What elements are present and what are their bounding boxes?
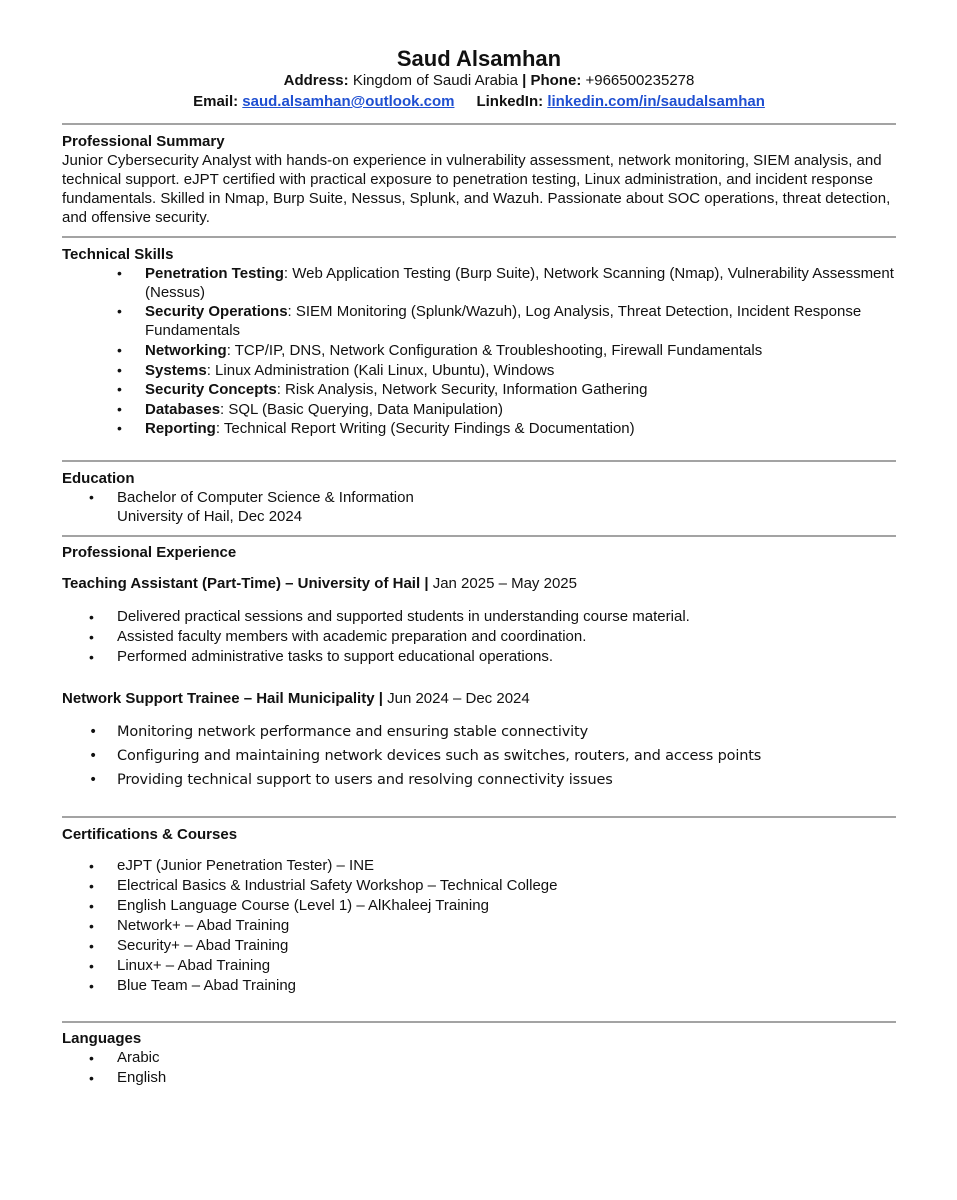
skills-section — [62, 245, 896, 439]
certification-item — [62, 856, 896, 876]
education-list — [62, 488, 896, 526]
certification-item-text: Security+ – Abad Training — [117, 937, 289, 954]
skill-category: Systems — [145, 361, 207, 379]
education-item — [62, 488, 896, 526]
address-value: Kingdom of Saudi Arabia — [348, 72, 523, 89]
job-1-bullets — [62, 607, 896, 667]
separator: | — [378, 690, 383, 707]
languages-list — [62, 1048, 896, 1088]
skill-details: : SQL (Basic Querying, Data Manipulation) — [220, 400, 503, 418]
certification-item-text: Network+ – Abad Training — [117, 917, 290, 934]
school: University of Hail, Dec 2024 — [117, 508, 303, 525]
skill-category: Security Concepts — [145, 381, 277, 398]
certification-item — [62, 916, 896, 936]
language-item — [62, 1048, 896, 1068]
skill-details: : SIEM Monitoring (Splunk/Wazuh), Log Analysis, Threat Detection, Incident Response Fundamentals — [145, 303, 862, 339]
job-bullet-text: Monitoring network performance and ensuring stable connectivity — [117, 724, 588, 740]
experience-section — [62, 543, 896, 788]
divider — [62, 1021, 896, 1023]
job-bullet — [62, 607, 896, 627]
bullet: • — [117, 303, 122, 319]
education-section — [62, 469, 896, 526]
skills-heading: Technical Skills — [62, 246, 174, 263]
bullet: • — [117, 361, 122, 378]
divider — [62, 816, 896, 818]
certification-item-text: Linux+ – Abad Training — [117, 957, 271, 974]
bullet: • — [89, 649, 94, 665]
bullet: • — [117, 420, 122, 436]
bullet: • — [117, 342, 122, 358]
phone-value: +966500235278 — [581, 72, 695, 89]
skill-category: Security Operations — [145, 303, 288, 320]
education-divider — [62, 460, 896, 462]
job-bullet — [62, 744, 896, 768]
bullet: • — [89, 858, 94, 874]
bullet: • — [89, 772, 98, 788]
languages-section — [62, 1029, 896, 1088]
summary-section — [62, 123, 896, 125]
certification-item-text: English Language Course (Level 1) – AlKhaleej Training — [117, 897, 489, 914]
certifications-divider — [62, 816, 896, 818]
certification-item — [62, 876, 896, 896]
linkedin-label: LinkedIn: — [476, 93, 544, 110]
skill-item — [62, 400, 896, 420]
bullet: • — [117, 381, 122, 397]
certification-item — [62, 956, 896, 976]
bullet: • — [89, 629, 94, 645]
certifications-list — [62, 856, 896, 996]
education-heading: Education — [62, 470, 135, 487]
bullet: • — [89, 489, 94, 505]
skill-category: Reporting — [145, 420, 216, 437]
language-item-text: English — [117, 1069, 167, 1086]
certifications-heading: Certifications & Courses — [62, 826, 238, 843]
skill-details: : TCP/IP, DNS, Network Configuration & Troubleshooting, Firewall Fundamentals — [226, 342, 763, 359]
job-2-bullets — [62, 720, 896, 792]
divider — [62, 236, 896, 238]
bullet: • — [117, 265, 122, 281]
job-bullet — [62, 627, 896, 647]
skill-item — [62, 419, 896, 439]
certification-item-text: Blue Team – Abad Training — [117, 977, 297, 994]
job-bullet-text: Performed administrative tasks to support educational operations. — [117, 648, 554, 665]
job-bullet — [62, 768, 896, 792]
skills-list — [62, 264, 896, 439]
bullet: • — [89, 1050, 94, 1066]
skill-category: Penetration Testing — [145, 265, 284, 282]
bullet: • — [89, 609, 94, 625]
certification-item-text: Electrical Basics & Industrial Safety Workshop – Technical College — [117, 877, 558, 894]
email-label: Email: — [193, 93, 239, 110]
bullet: • — [117, 400, 122, 417]
bullet: • — [89, 978, 94, 994]
divider — [62, 123, 896, 125]
certification-item — [62, 976, 896, 996]
email-linkedin-line — [62, 92, 896, 112]
language-item — [62, 1068, 896, 1088]
experience-heading: Professional Experience — [62, 544, 237, 561]
skill-item — [62, 380, 896, 400]
job-bullet-text: Delivered practical sessions and supported students in understanding course material. — [117, 608, 690, 625]
certification-item-text: eJPT (Junior Penetration Tester) – INE — [117, 857, 375, 874]
language-item-text: Arabic — [117, 1049, 160, 1066]
candidate-name: Saud Alsamhan — [396, 46, 562, 71]
job-2 — [62, 689, 896, 792]
job-2-dates: Jun 2024 – Dec 2024 — [382, 690, 530, 707]
skill-details: : Linux Administration (Kali Linux, Ubuntu), Windows — [206, 361, 555, 379]
bullet: • — [89, 1070, 94, 1086]
summary-body — [62, 132, 896, 227]
linkedin-link[interactable]: linkedin.com/in/saudalsamhan — [547, 93, 765, 110]
job-1-title: Teaching Assistant (Part-Time) – University of Hail — [62, 575, 425, 592]
divider — [62, 535, 896, 537]
phone-label: Phone: — [526, 72, 582, 89]
degree: Bachelor of Computer Science & Information — [117, 489, 414, 506]
skill-details: : Technical Report Writing (Security Findings & Documentation) — [215, 420, 635, 437]
bullet: • — [89, 938, 94, 954]
address-phone-line — [62, 71, 906, 91]
summary-heading: Professional Summary — [62, 133, 225, 150]
job-bullet-text: Assisted faculty members with academic preparation and coordination. — [117, 628, 587, 645]
job-bullet-text: Configuring and maintaining network devices such as switches, routers, and access points — [117, 748, 762, 764]
separator: | — [424, 575, 429, 592]
job-2-title: Network Support Trainee – Hail Municipality — [62, 690, 379, 707]
divider — [62, 460, 896, 462]
job-1-header — [62, 574, 896, 593]
job-bullet-text: Providing technical support to users and resolving connectivity issues — [117, 772, 613, 788]
skill-details: : Web Application Testing (Burp Suite), Network Scanning (Nmap), Vulnerability Assessment (Nessus) — [145, 265, 894, 301]
certifications-section — [62, 825, 896, 996]
job-bullet — [62, 647, 896, 667]
skill-item — [62, 361, 896, 381]
summary-text: Junior Cybersecurity Analyst with hands-on experience in vulnerability assessment, network monitoring, SIEM analysis, and technical support. eJPT certified with practical exposure to penetration testing, Linux administration, and incident response fundamentals. Skilled in Nmap, Burp Suite, Nessus, Splunk, and Wazuh. Passionate about SOC operations, threat detection, and offensive security. — [62, 152, 891, 226]
job-2-header — [62, 689, 896, 708]
skill-item — [62, 264, 896, 302]
skill-details: : Risk Analysis, Network Security, Information Gathering — [276, 381, 648, 398]
separator: | — [522, 72, 527, 89]
certification-item — [62, 936, 896, 956]
bullet: • — [89, 748, 98, 764]
bullet: • — [89, 898, 94, 914]
email-link[interactable]: saud.alsamhan@outlook.com — [242, 93, 455, 110]
languages-heading: Languages — [62, 1030, 142, 1047]
bullet: • — [89, 724, 98, 740]
skills-divider — [62, 236, 896, 238]
bullet: • — [89, 958, 94, 974]
job-1 — [62, 574, 896, 667]
languages-divider — [62, 1021, 896, 1023]
bullet: • — [89, 918, 94, 934]
address-label: Address: — [283, 72, 349, 89]
job-bullet — [62, 720, 896, 744]
experience-divider — [62, 535, 896, 537]
certification-item — [62, 896, 896, 916]
skill-category: Networking — [145, 342, 227, 359]
skill-item — [62, 302, 896, 340]
job-1-dates: Jan 2025 – May 2025 — [428, 575, 577, 592]
skill-item — [62, 341, 896, 361]
bullet: • — [89, 878, 94, 894]
skill-category: Databases — [145, 400, 221, 418]
